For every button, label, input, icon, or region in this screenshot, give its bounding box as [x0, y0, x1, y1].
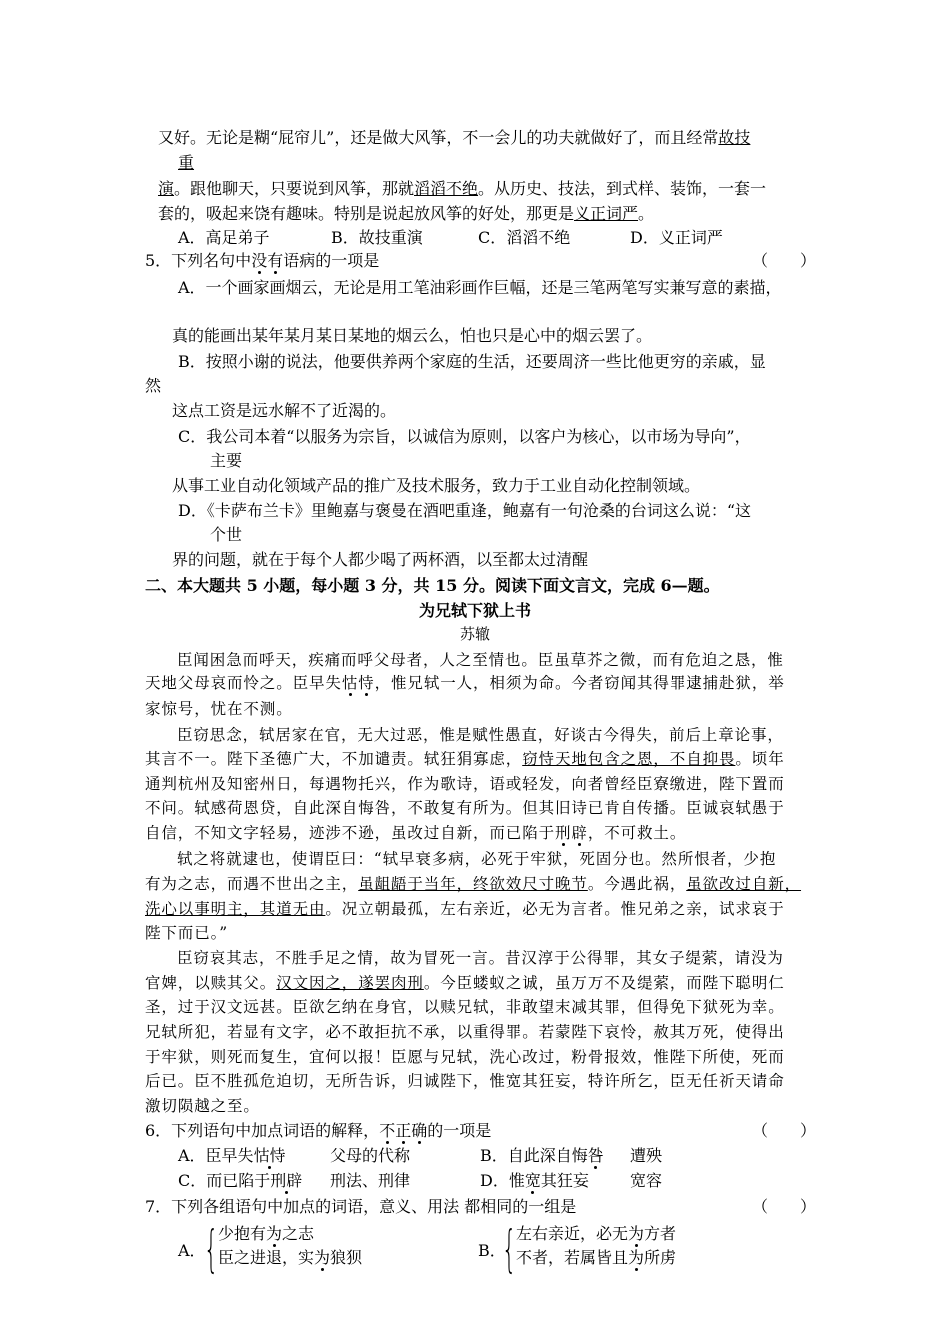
passage-title: 为兄轼下狱上书	[418, 601, 531, 620]
passage-line: 天地父母哀而怜之。臣早失怙恃，惟兄轼一人，相须为命。今者窃闻其得罪逮捕赴狱，举	[145, 674, 785, 692]
underlined-sentence-1: 窃恃天地包含之恩，不自抑畏	[522, 750, 736, 768]
q7-answer-paren: （ ）	[752, 1197, 817, 1216]
passage-line: 后已。臣不胜孤危迫切，无所告诉，归诚陛下，惟宽其狂妄，特许所乞，臣无任祈天请命	[145, 1072, 785, 1090]
q5-option-b-line-1: B．按照小谢的说法，他要供养两个家庭的生活，还要周济一些比他更穷的亲戚，显	[178, 352, 766, 371]
q5-option-c-line-2: 从事工业自动化领域产品的推广及技术服务，致力于工业自动化控制领域。	[172, 476, 701, 495]
passage-line: 于牢狱，则死而复生，宜何以报！臣愿与兄轼，洗心改过，粉骨报效，惟陛下所使，死而	[145, 1048, 785, 1066]
q5-option-b-line-2: 这点工资是远水解不了近渴的。	[172, 401, 397, 420]
passage-line: 通判杭州及知密州日，每遇物托兴，作为歌诗，语或轻发，向者曾经臣寮缴进，陛下置而	[145, 775, 785, 793]
q5-option-a-line-2: 真的能画出某年某月某日某地的烟云么，怕也只是心中的烟云罢了。	[172, 326, 653, 345]
passage-author: 苏辙	[459, 625, 490, 643]
passage-line: 不问。轼感荷恩贷，自此深自悔咎，不敢复有所为。但其旧诗已肯自传播。臣诚哀轼愚于	[145, 799, 785, 817]
q4-text-line-3: 演。跟他聊天，只要说到风筝，那就滔滔不绝。从历史、技法，到式样、装饰，一套一	[158, 179, 767, 198]
passage-line: 洗心以事明主，其道无由。况立朝最孤，左右亲近，必无为言者。惟兄弟之亲，试求哀于	[145, 900, 785, 918]
underlined-sentence-3a: 虽欲改过自新，	[686, 875, 802, 893]
passage-line: 陛下而已。”	[145, 924, 229, 942]
passage-line: 圣，过于汉文远甚。臣欲乞纳在身官，以赎兄轼，非敢望末减其罪，但得免下狱死为幸。	[145, 998, 785, 1016]
passage-line: 自信，不知文字轻易，迹涉不逊，虽改过自新，而已陷于刑辟，不可救土。	[145, 824, 687, 842]
q6-option-d-gloss: 宽容	[630, 1171, 663, 1190]
passage-line: 轼之将就逮也，使谓臣曰：“轼早衰多病，必死于牢狱，死固分也。然所恨者，少抱	[177, 850, 777, 868]
q5-option-a-line-1: A．一个画家画烟云，无论是用工笔油彩画作巨幅，还是三笔两笔写实兼写意的素描，	[178, 278, 782, 297]
q5-stem: 5．下列名句中没有语病的一项是	[145, 251, 380, 270]
passage-line: 激切陨越之至。	[145, 1097, 260, 1115]
passage-line: 臣窃哀其志，不胜手足之情，故为冒死一言。昔汉淳于公得罪，其女子缇萦，请没为	[177, 949, 784, 967]
q7-option-a-line-2: 臣之进退，实为狼狈	[218, 1248, 363, 1267]
q7-option-b-line-2: 不者，若属皆且为所虏	[516, 1248, 677, 1267]
q4-text-line-1: 又好。无论是糊“屁帘儿”，还是做大风筝，不一会儿的功夫就做好了，而且经常故技	[158, 128, 751, 147]
q6-option-b: B．自此深自悔咎	[480, 1146, 604, 1165]
q4-option-a: A．高足弟子	[178, 228, 270, 247]
q5-option-b-wrap: 然	[145, 376, 162, 395]
q7-option-a-brace: {	[204, 1220, 219, 1278]
q5-option-d-wrap: 个世	[210, 525, 243, 544]
underlined-sentence-2: 虽龃龉于当年，终欲效尺寸晚节	[358, 875, 588, 893]
q5-option-d-line-2: 界的问题，就在于每个人都少喝了两杯酒，以至都太过清醒	[172, 550, 589, 569]
q7-option-b-label: B．	[478, 1241, 506, 1260]
q7-option-b-brace: {	[502, 1220, 517, 1278]
q6-option-a: A．臣早失怙恃	[178, 1146, 286, 1165]
q6-option-c: C．而已陷于刑辟	[178, 1171, 303, 1190]
q4-option-d: D．义正词严	[630, 228, 723, 247]
underlined-sentence-3b: 洗心以事明主，其道无由	[145, 900, 326, 918]
q7-option-a-label: A．	[178, 1241, 206, 1260]
q5-option-c-line-1: C．我公司本着“以服务为宗旨，以诚信为原则，以客户为核心，以市场为导向”，	[178, 427, 751, 446]
q7-option-b-line-1: 左右亲近，必无为方者	[516, 1224, 677, 1243]
passage-line: 其言不一。陛下圣德广大，不加谴责。轼狂狷寡虑，窃恃天地包含之恩，不自抑畏。顷年	[145, 750, 785, 768]
q6-option-d: D．惟宽其狂妄	[480, 1171, 589, 1190]
q5-answer-paren: （ ）	[752, 251, 817, 270]
q7-stem: 7．下列各组语句中加点的词语，意义、用法 都相同的一组是	[145, 1197, 577, 1216]
q6-answer-paren: （ ）	[752, 1121, 817, 1140]
underlined-sentence-4: 汉文因之，遂罢肉刑	[276, 974, 424, 992]
q5-option-d-line-1: D．《卡萨布兰卡》里鲍嘉与褒曼在酒吧重逢，鲍嘉有一句沧桑的台词这么说：“这	[178, 501, 752, 520]
passage-line: 兄轼所犯，若显有文字，必不敢拒抗不承，以重得罪。若蒙陛下哀怜，赦其万死，使得出	[145, 1023, 785, 1041]
passage-line: 家惊号，忧在不测。	[145, 700, 293, 718]
q6-stem: 6．下列语句中加点词语的解释，不正确的一项是	[145, 1121, 492, 1140]
q6-option-a-gloss: 父母的代称	[330, 1146, 411, 1165]
q6-option-b-gloss: 遭殃	[630, 1146, 663, 1165]
q4-option-b: B．故技重演	[331, 228, 423, 247]
passage-line: 官婢，以赎其父。汉文因之，遂罢肉刑。今臣蝼蚁之诚，虽万万不及缇萦，而陛下聪明仁	[145, 974, 785, 992]
q7-option-a-line-1: 少抱有为之志	[218, 1224, 315, 1243]
q4-text-line-4: 套的，吸起来饶有趣味。特别是说起放风筝的好处，那更是义正词严。	[158, 204, 655, 223]
passage-line: 臣闻困急而呼天，疾痛而呼父母者，人之至情也。臣虽草芥之微，而有危迫之恳，惟	[177, 651, 784, 669]
passage-line: 臣窃思念，轼居家在官，无大过恶，惟是赋性愚直，好谈古今得失，前后上章论事，	[177, 726, 784, 744]
passage-line: 有为之志，而遇不世出之主，虽龃龉于当年，终欲效尺寸晚节。今遇此祸，虽欲改过自新，	[145, 875, 802, 893]
q4-option-c: C．滔滔不绝	[478, 228, 571, 247]
q4-text-line-2: 重	[178, 153, 195, 172]
section-heading: 二、本大题共 5 小题，每小题 3 分，共 15 分。阅读下面文言文，完成 6—题。	[145, 576, 720, 595]
q6-option-c-gloss: 刑法、刑律	[330, 1171, 411, 1190]
q5-option-c-wrap: 主要	[210, 451, 243, 470]
